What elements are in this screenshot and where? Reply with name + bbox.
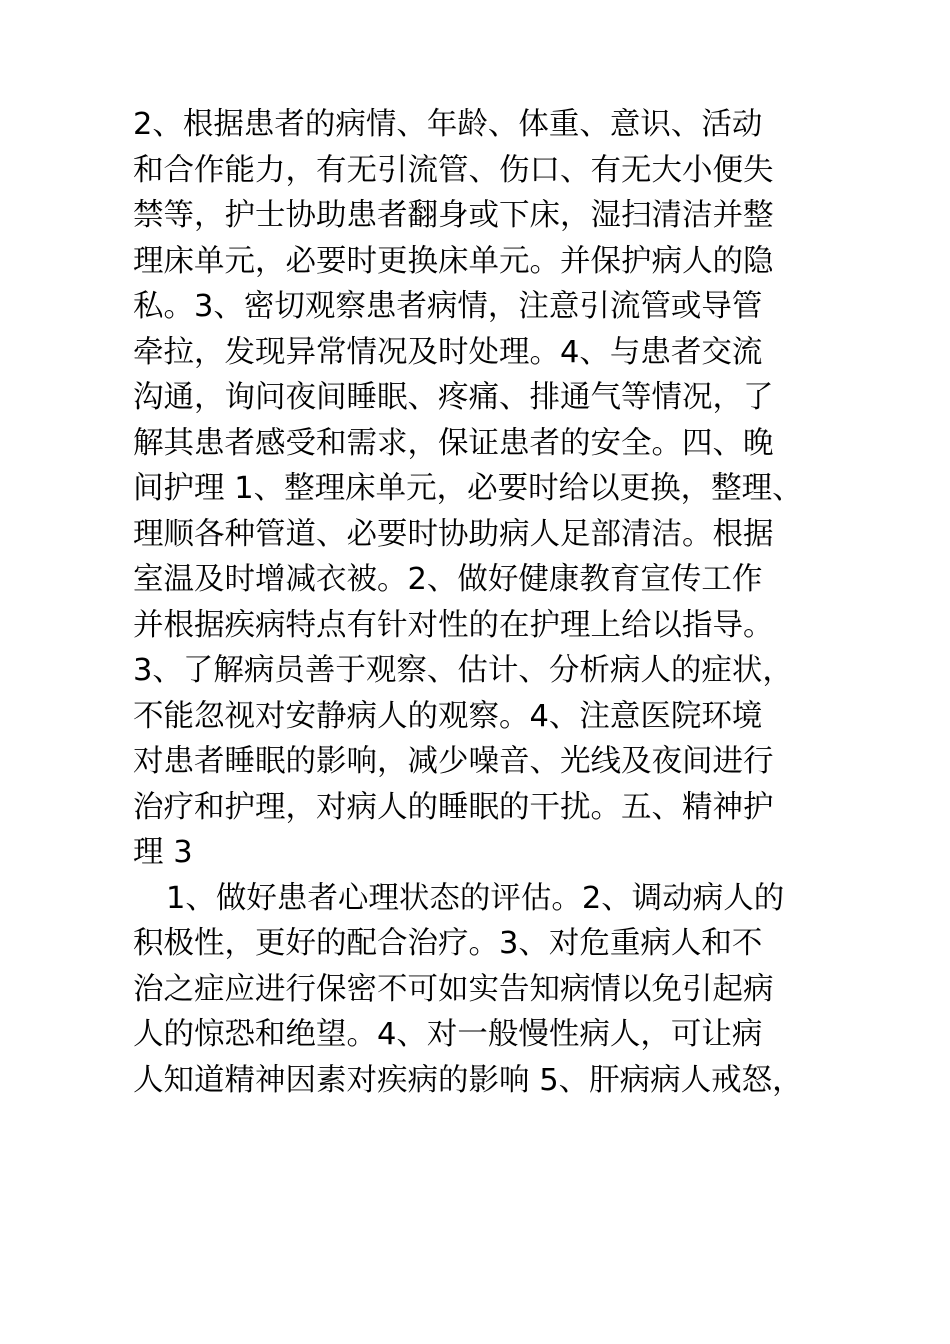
text-line: 治之症应进行保密不可如实告知病情以免引起病 — [133, 971, 774, 1007]
text-line: 理顺各种管道、必要时协助病人足部清洁。根据 — [133, 516, 774, 552]
text-line: 间护理 1、整理床单元，必要时给以更换，整理、 — [133, 471, 803, 506]
text-line: 理 3 — [133, 835, 193, 870]
text-line: 并根据疾病特点有针对性的在护理上给以指导。 — [133, 607, 774, 643]
text-line: 2、根据患者的病情、年龄、体重、意识、活动 — [133, 107, 763, 142]
text-line: 牵拉，发现异常情况及时处理。4、与患者交流 — [133, 334, 763, 370]
text-line: 人知道精神因素对疾病的影响 5、肝病病人戒怒， — [133, 1062, 803, 1098]
text-line: 和合作能力，有无引流管、伤口、有无大小便失 — [133, 152, 774, 188]
body-text — [133, 102, 853, 1103]
text-line: 积极性，更好的配合治疗。3、对危重病人和不 — [133, 926, 763, 961]
text-line: 禁等，护士协助患者翻身或下床，湿扫清洁并整 — [133, 198, 774, 233]
text-line: 治疗和护理，对病人的睡眠的干扰。五、精神护 — [133, 789, 774, 825]
text-line: 3、了解病员善于观察、估计、分析病人的症状， — [133, 653, 793, 688]
text-line: 私。3、密切观察患者病情，注意引流管或导管 — [133, 289, 763, 324]
text-line: 不能忽视对安静病人的观察。4、注意医院环境 — [133, 698, 763, 734]
text-line: 沟通，询问夜间睡眠、疼痛、排通气等情况，了 — [133, 380, 774, 415]
text-line: 理床单元，必要时更换床单元。并保护病人的隐 — [133, 243, 774, 279]
paragraph-start-line: 1、做好患者心理状态的评估。2、调动病人的 — [166, 880, 785, 916]
text-line: 解其患者感受和需求，保证患者的安全。四、晚 — [133, 425, 774, 461]
text-line: 人的惊恐和绝望。4、对一般慢性病人，可让病 — [133, 1017, 763, 1052]
text-line: 对患者睡眠的影响，减少噪音、光线及夜间进行 — [133, 744, 774, 779]
text-line: 室温及时增减衣被。2、做好健康教育宣传工作 — [133, 562, 763, 597]
